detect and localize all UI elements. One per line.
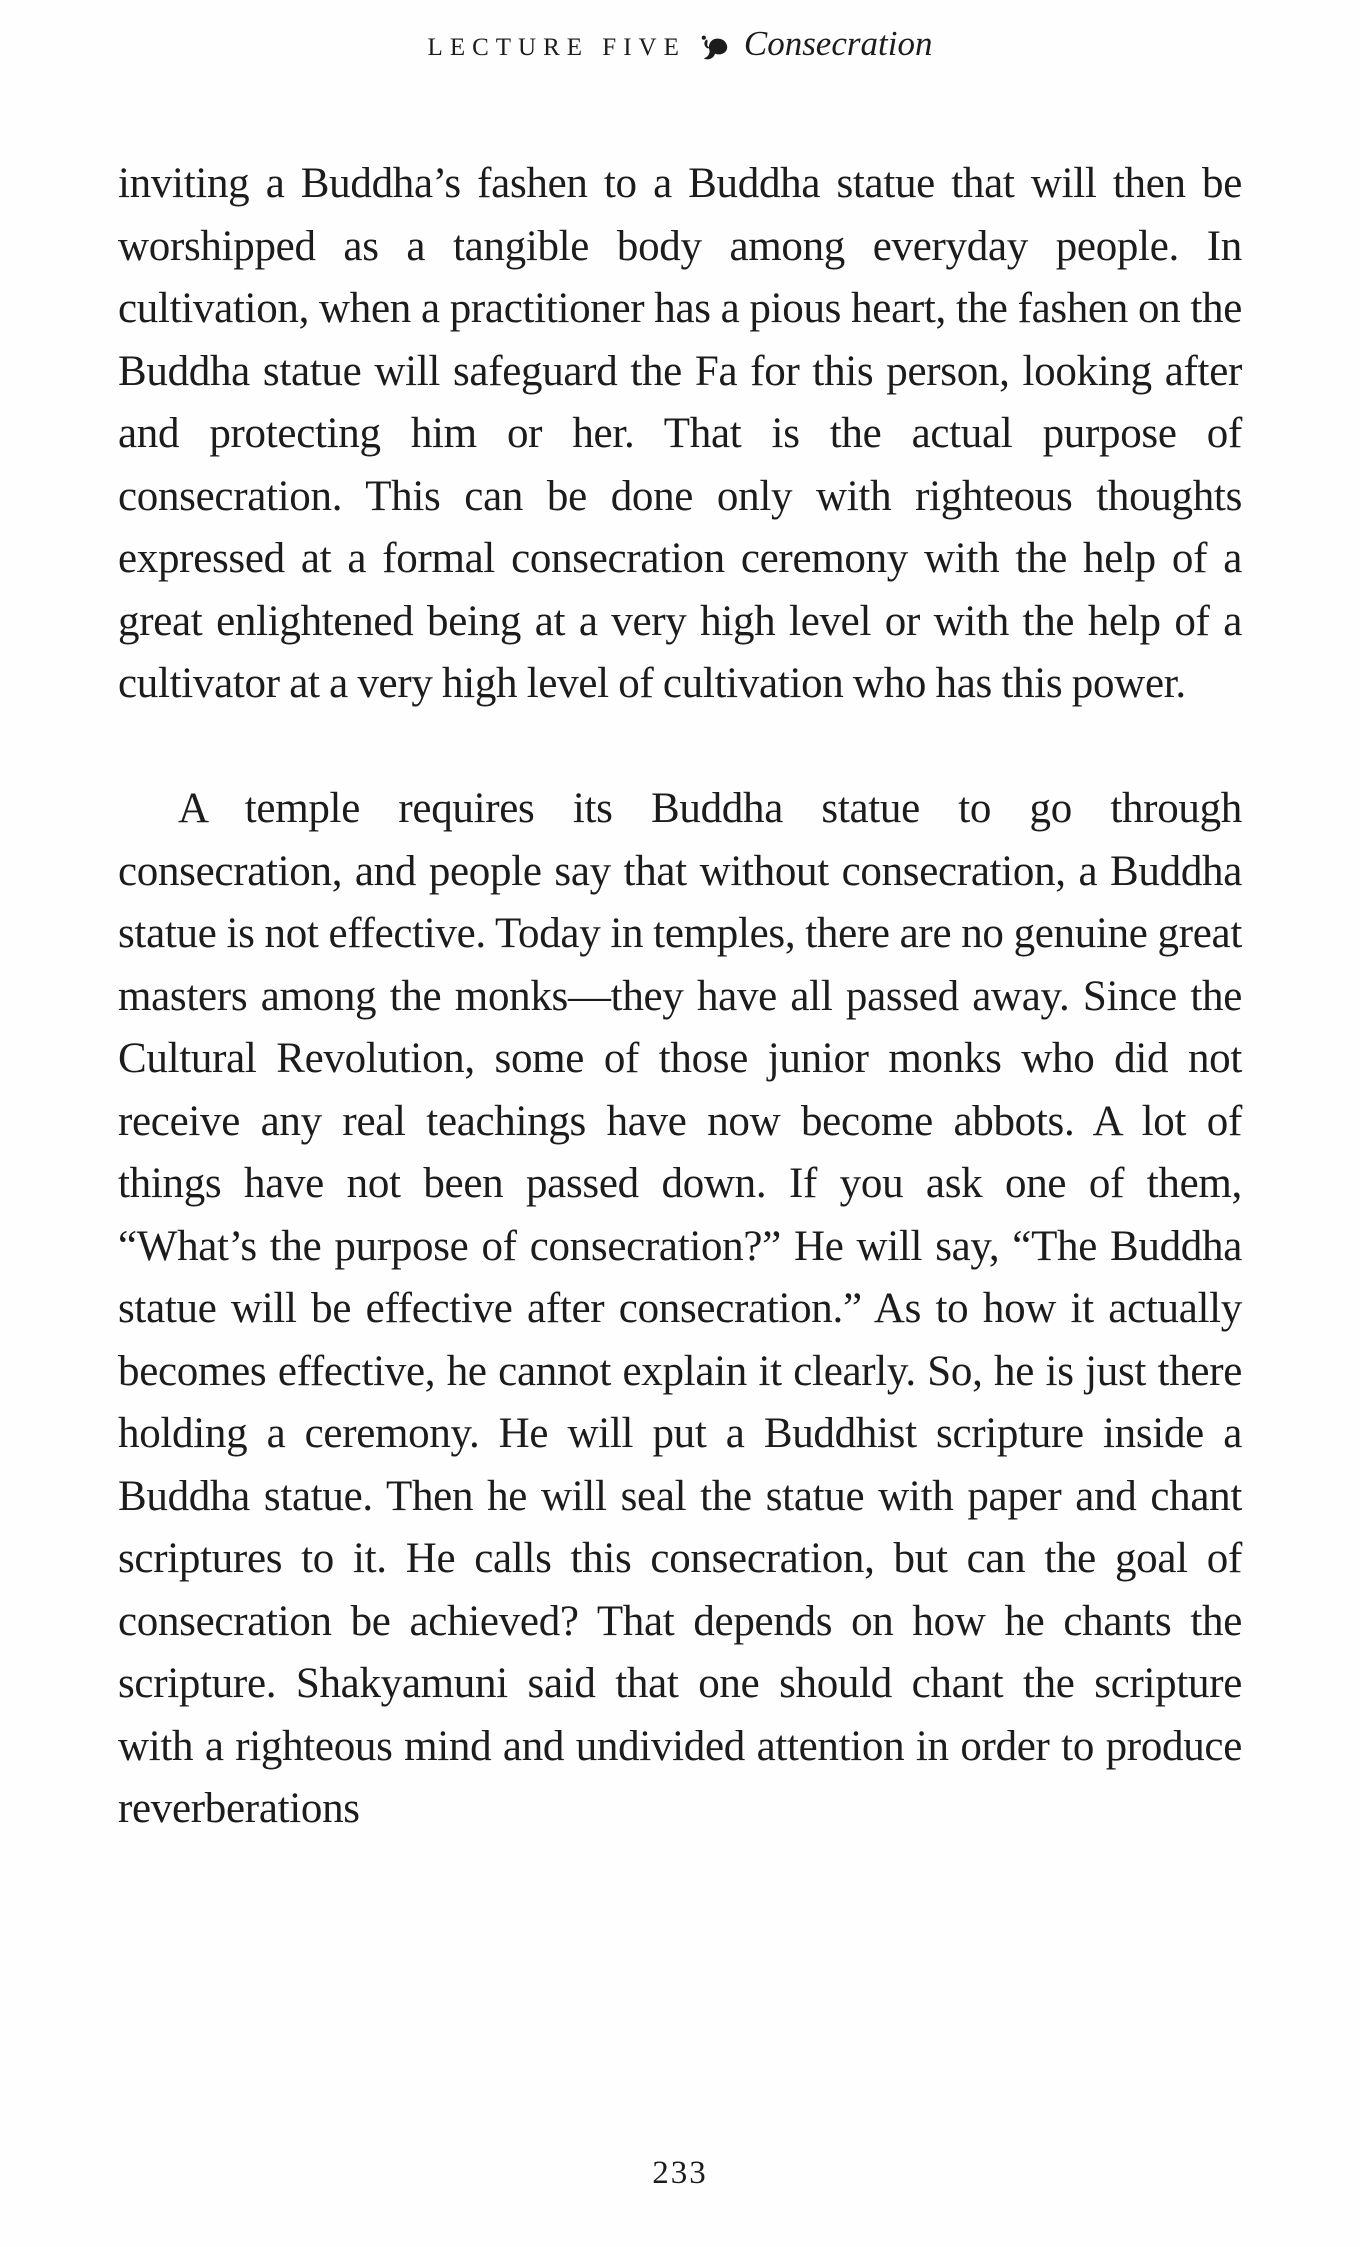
page-number: 233 xyxy=(652,2155,708,2191)
paragraph: A temple requires its Buddha statue to go through consecration, and people say that without consecration, a Buddha statue is not effective. Today in temples, there are no genuine great masters among the monks—they have all passed away. Since the Cultural Revolution, some of those junior monks who did not receive any real teachings have now become abbots. A lot of things have not been passed down. If you ask one of them, “What’s the purpose of consecration?” He will say, “The Buddha statue will be effective after consecration.” As to how it actually becomes effective, he cannot explain it clearly. So, he is just there holding a ceremony. He will put a Buddhist scripture inside a Buddha statue. Then he will seal the statue with paper and chant scriptures to it. He calls this consecration, but can the goal of consecration be achieved? That depends on how he chants the scripture. Shakyamuni said that one should chant the scripture with a righteous mind and undivided attention in order to produce reverberations xyxy=(118,785,1242,1832)
body-text xyxy=(118,153,1242,1841)
running-head-lecture-label: LECTURE FIVE xyxy=(427,34,686,61)
running-head xyxy=(0,24,1360,64)
paragraph: inviting a Buddha’s fashen to a Buddha statue that will then be worshipped as a tangible body among everyday people. In cultivation, when a practitioner has a pious heart, the fashen on the Buddha statue will safeguard the Fa for this person, looking after and protecting him or her. That is the actual purpose of consecration. This can be done only with righteous thoughts expressed at a formal consecration ceremony with the help of a great enlightened being at a very high level or with the help of a cultivator at a very high level of cultivation who has this power. xyxy=(118,160,1242,707)
hedera-leaf-icon xyxy=(700,34,730,62)
running-head-chapter-title: Consecration xyxy=(743,24,933,63)
